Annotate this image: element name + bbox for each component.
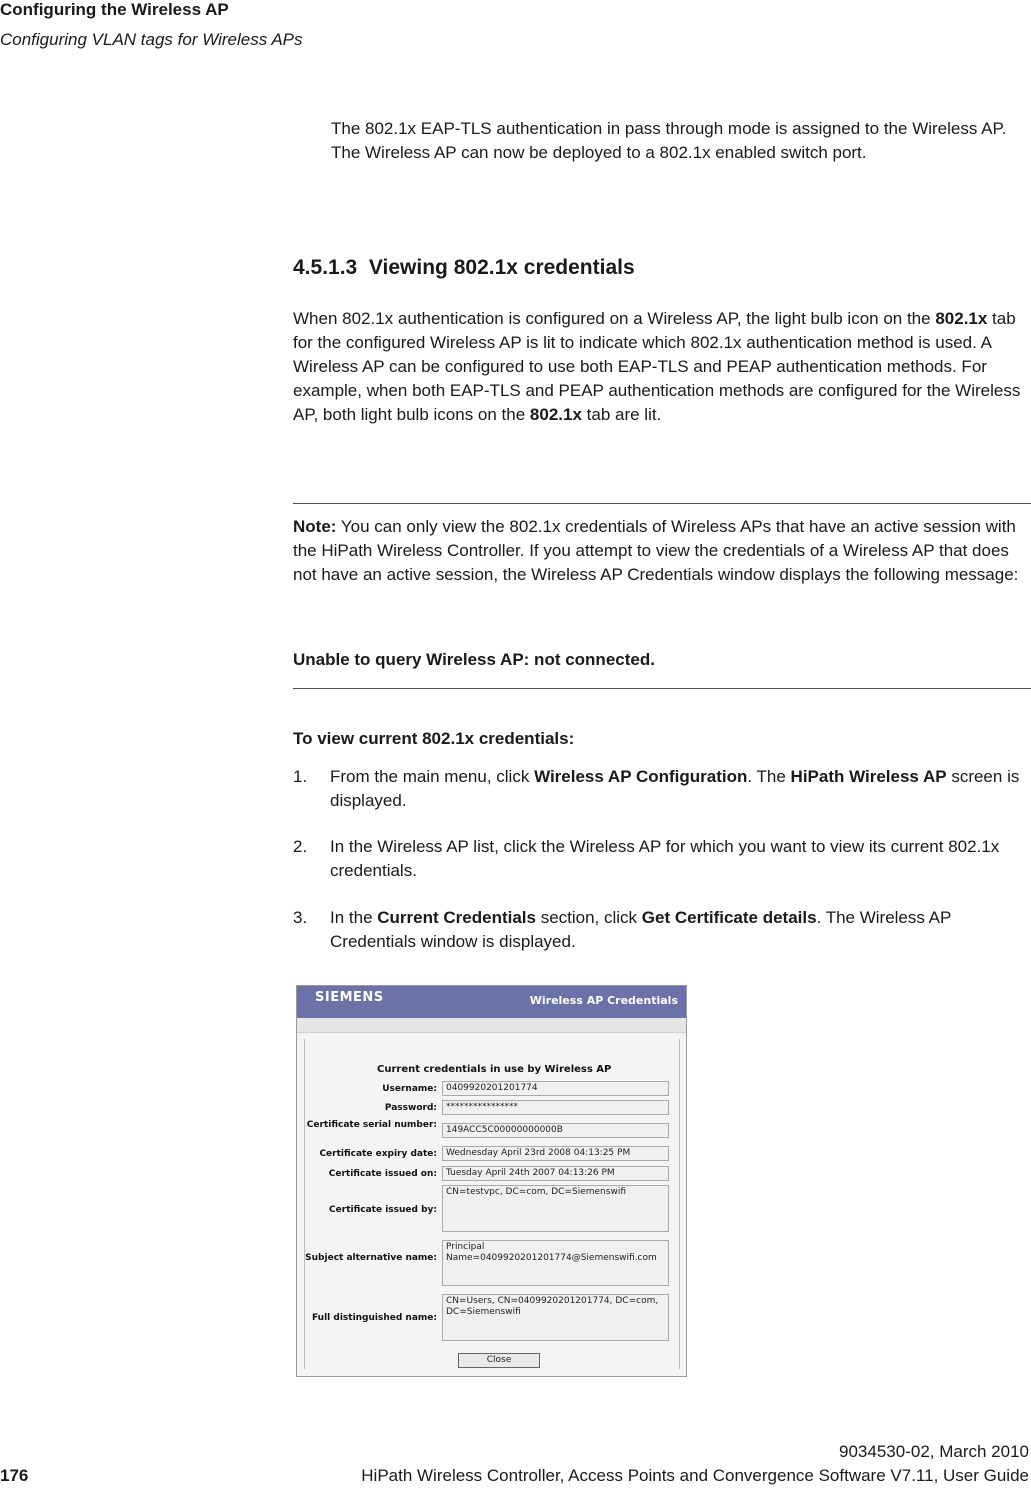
username-field[interactable]: 0409920201201774 [442,1081,669,1096]
running-header-subtitle: Configuring VLAN tags for Wireless APs [0,30,303,49]
full-dn-field[interactable]: CN=Users, CN=0409920201201774, DC=com, DC=Siemenswifi [442,1294,669,1341]
procedure-title: To view current 802.1x credentials: [293,729,575,748]
section-heading [293,256,635,280]
full-dn-label: Full distinguished name: [311,1313,437,1323]
issued-on-label: Certificate issued on: [328,1169,437,1179]
siemens-logo: SIEMENS [315,990,384,1005]
procedure-step-2: 2. In the Wireless AP list, click the Wireless AP for which you want to view its current 802.1x credentials. [293,837,1000,880]
expiry-field[interactable]: Wednesday April 23rd 2008 04:13:25 PM [442,1146,669,1161]
note-label: Note: [293,517,337,536]
dialog-band [297,1018,686,1033]
issued-by-field[interactable]: CN=testvpc, DC=com, DC=Siemenswifi [442,1185,669,1232]
credentials-heading: Current credentials in use by Wireless AP [377,1064,612,1075]
procedure-step-1: 1. From the main menu, click Wireless AP Configuration. The HiPath Wireless AP screen is displayed. [293,767,1020,810]
running-header-title: Configuring the Wireless AP [0,0,229,19]
credentials-dialog [296,985,687,1377]
body-paragraph: When 802.1x authentication is configured on a Wireless AP, the light bulb icon on the 802.1x tab for the configured Wireless AP is lit to indicate which 802.1x authentication method is used. A Wireless AP can be configured to use both EAP-TLS and PEAP authentication methods. For example, when both EAP-TLS and PEAP authentication methods are configured for the Wireless AP, both light bulb icons on the 802.1x tab are lit. [293,309,1021,424]
note-message: Unable to query Wireless AP: not connected. [293,650,655,669]
footer-guide-title: HiPath Wireless Controller, Access Points and Convergence Software V7.11, User Guide [361,1466,1029,1485]
password-label: Password: [384,1103,437,1113]
subject-alt-label: Subject alternative name: [305,1253,437,1263]
username-label: Username: [382,1084,437,1094]
note-paragraph: Note: You can only view the 802.1x credentials of Wireless APs that have an active session with the HiPath Wireless Controller. If you attempt to view the credentials of a Wireless AP that does not have an active session, the Wireless AP Credentials window displays the following message: [293,517,1019,584]
section-title: Viewing 802.1x credentials [368,256,635,279]
dialog-title: Wireless AP Credentials [529,994,678,1007]
intro-paragraph: The 802.1x EAP-TLS authentication in pass through mode is assigned to the Wireless AP. The Wireless AP can now be deployed to a 802.1x enabled switch port. [331,119,1007,162]
section-number: 4.5.1.3 [293,256,358,279]
note-bottom-rule [293,688,1031,689]
issued-by-label: Certificate issued by: [329,1205,437,1215]
footer-doc-id: 9034530-02, March 2010 [839,1442,1029,1461]
subject-alt-field[interactable]: Principal Name=0409920201201774@Siemenswifi.com [442,1240,669,1286]
note-top-rule [293,503,1031,504]
footer-page-number: 176 [0,1466,29,1485]
dialog-title-bar [297,986,686,1018]
serial-label: Certificate serial number: [306,1120,437,1130]
password-field[interactable]: **************** [442,1100,669,1115]
procedure-step-3: 3. In the Current Credentials section, click Get Certificate details. The Wireless AP Credentials window is displayed. [293,908,952,951]
issued-on-field[interactable]: Tuesday April 24th 2007 04:13:26 PM [442,1166,669,1181]
close-button[interactable]: Close [458,1353,540,1368]
expiry-label: Certificate expiry date: [319,1149,437,1159]
serial-field[interactable]: 149ACC5C00000000000B [442,1123,669,1138]
